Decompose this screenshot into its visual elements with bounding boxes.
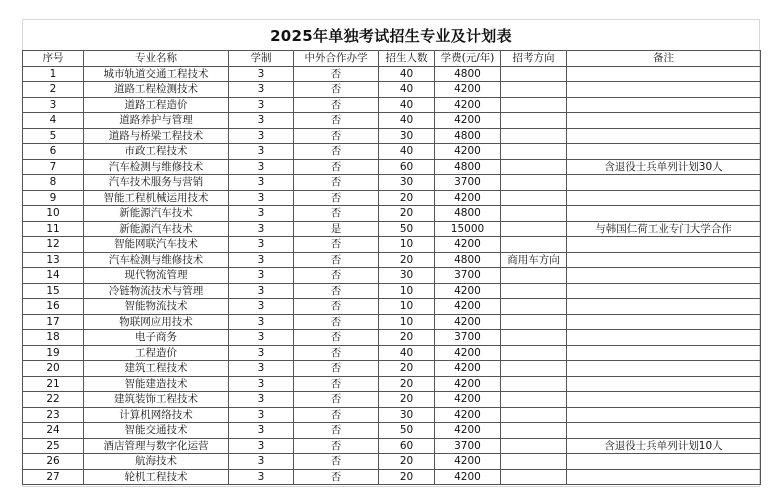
cell-remarks xyxy=(567,283,761,299)
cell-cooperation: 否 xyxy=(294,268,379,284)
cell-cooperation: 否 xyxy=(294,299,379,315)
cell-index: 20 xyxy=(23,361,84,377)
cell-remarks xyxy=(567,252,761,268)
cell-tuition: 4800 xyxy=(435,252,501,268)
table-row xyxy=(23,113,761,129)
cell-enrollment: 40 xyxy=(379,345,435,361)
cell-tuition: 4200 xyxy=(435,144,501,160)
cell-remarks xyxy=(567,345,761,361)
cell-index: 19 xyxy=(23,345,84,361)
cell-remarks: 含退役士兵单列计划30人 xyxy=(567,159,761,175)
cell-tuition: 4200 xyxy=(435,454,501,470)
cell-index: 11 xyxy=(23,221,84,237)
table-header-row xyxy=(23,51,761,67)
table-row xyxy=(23,97,761,113)
cell-duration: 3 xyxy=(229,345,294,361)
cell-remarks xyxy=(567,128,761,144)
cell-cooperation: 否 xyxy=(294,438,379,454)
cell-major-name: 汽车检测与维修技术 xyxy=(84,159,229,175)
table-row xyxy=(23,314,761,330)
cell-direction xyxy=(501,175,567,191)
cell-remarks xyxy=(567,206,761,222)
cell-index: 23 xyxy=(23,407,84,423)
cell-tuition: 4200 xyxy=(435,113,501,129)
cell-cooperation: 否 xyxy=(294,392,379,408)
cell-remarks xyxy=(567,330,761,346)
cell-enrollment: 10 xyxy=(379,299,435,315)
table-row xyxy=(23,330,761,346)
cell-enrollment: 30 xyxy=(379,268,435,284)
cell-remarks xyxy=(567,423,761,439)
cell-direction xyxy=(501,407,567,423)
cell-remarks xyxy=(567,113,761,129)
table-row xyxy=(23,299,761,315)
cell-enrollment: 30 xyxy=(379,407,435,423)
cell-remarks xyxy=(567,190,761,206)
cell-duration: 3 xyxy=(229,221,294,237)
cell-cooperation: 否 xyxy=(294,345,379,361)
cell-tuition: 4800 xyxy=(435,159,501,175)
cell-duration: 3 xyxy=(229,423,294,439)
cell-direction xyxy=(501,128,567,144)
cell-tuition: 4200 xyxy=(435,345,501,361)
cell-direction xyxy=(501,206,567,222)
cell-major-name: 智能物流技术 xyxy=(84,299,229,315)
cell-direction xyxy=(501,66,567,82)
table-row xyxy=(23,144,761,160)
cell-direction xyxy=(501,361,567,377)
table-row xyxy=(23,407,761,423)
cell-enrollment: 20 xyxy=(379,190,435,206)
cell-cooperation: 否 xyxy=(294,454,379,470)
cell-direction xyxy=(501,469,567,485)
cell-cooperation: 否 xyxy=(294,252,379,268)
header-cooperation: 中外合作办学 xyxy=(294,51,379,67)
cell-major-name: 新能源汽车技术 xyxy=(84,221,229,237)
cell-direction xyxy=(501,113,567,129)
cell-direction xyxy=(501,454,567,470)
cell-duration: 3 xyxy=(229,392,294,408)
cell-major-name: 建筑工程技术 xyxy=(84,361,229,377)
cell-direction xyxy=(501,82,567,98)
cell-tuition: 4200 xyxy=(435,97,501,113)
cell-tuition: 4800 xyxy=(435,66,501,82)
cell-index: 6 xyxy=(23,144,84,160)
cell-enrollment: 20 xyxy=(379,454,435,470)
cell-enrollment: 40 xyxy=(379,97,435,113)
cell-index: 27 xyxy=(23,469,84,485)
cell-tuition: 4200 xyxy=(435,314,501,330)
cell-index: 14 xyxy=(23,268,84,284)
cell-major-name: 道路工程造价 xyxy=(84,97,229,113)
cell-enrollment: 10 xyxy=(379,314,435,330)
cell-direction xyxy=(501,144,567,160)
cell-remarks xyxy=(567,97,761,113)
cell-remarks xyxy=(567,407,761,423)
cell-enrollment: 20 xyxy=(379,330,435,346)
table-row xyxy=(23,283,761,299)
cell-cooperation: 否 xyxy=(294,361,379,377)
cell-enrollment: 20 xyxy=(379,469,435,485)
cell-index: 26 xyxy=(23,454,84,470)
cell-index: 17 xyxy=(23,314,84,330)
cell-enrollment: 40 xyxy=(379,144,435,160)
cell-enrollment: 20 xyxy=(379,206,435,222)
cell-tuition: 4200 xyxy=(435,237,501,253)
cell-duration: 3 xyxy=(229,299,294,315)
cell-duration: 3 xyxy=(229,206,294,222)
cell-direction xyxy=(501,268,567,284)
header-remarks: 备注 xyxy=(567,51,761,67)
cell-major-name: 航海技术 xyxy=(84,454,229,470)
cell-tuition: 3700 xyxy=(435,438,501,454)
cell-remarks xyxy=(567,82,761,98)
cell-cooperation: 否 xyxy=(294,97,379,113)
cell-major-name: 道路养护与管理 xyxy=(84,113,229,129)
cell-direction xyxy=(501,438,567,454)
cell-remarks xyxy=(567,361,761,377)
cell-index: 18 xyxy=(23,330,84,346)
cell-duration: 3 xyxy=(229,314,294,330)
cell-index: 13 xyxy=(23,252,84,268)
cell-index: 8 xyxy=(23,175,84,191)
cell-major-name: 道路与桥梁工程技术 xyxy=(84,128,229,144)
cell-duration: 3 xyxy=(229,283,294,299)
cell-cooperation: 否 xyxy=(294,66,379,82)
cell-cooperation: 否 xyxy=(294,175,379,191)
cell-direction xyxy=(501,190,567,206)
cell-major-name: 新能源汽车技术 xyxy=(84,206,229,222)
cell-duration: 3 xyxy=(229,97,294,113)
cell-cooperation: 否 xyxy=(294,330,379,346)
cell-remarks xyxy=(567,144,761,160)
table-row xyxy=(23,175,761,191)
table-row xyxy=(23,423,761,439)
cell-duration: 3 xyxy=(229,144,294,160)
table-row xyxy=(23,237,761,253)
cell-index: 24 xyxy=(23,423,84,439)
cell-duration: 3 xyxy=(229,268,294,284)
cell-duration: 3 xyxy=(229,128,294,144)
table-row xyxy=(23,82,761,98)
table-row xyxy=(23,376,761,392)
cell-duration: 3 xyxy=(229,252,294,268)
page-title: 2025年单独考试招生专业及计划表 xyxy=(270,27,512,45)
cell-cooperation: 否 xyxy=(294,113,379,129)
header-index: 序号 xyxy=(23,51,84,67)
cell-duration: 3 xyxy=(229,159,294,175)
cell-cooperation: 否 xyxy=(294,190,379,206)
cell-tuition: 4200 xyxy=(435,407,501,423)
cell-index: 2 xyxy=(23,82,84,98)
cell-duration: 3 xyxy=(229,438,294,454)
cell-duration: 3 xyxy=(229,469,294,485)
cell-duration: 3 xyxy=(229,407,294,423)
cell-tuition: 4200 xyxy=(435,392,501,408)
cell-remarks xyxy=(567,392,761,408)
cell-tuition: 3700 xyxy=(435,330,501,346)
cell-major-name: 物联网应用技术 xyxy=(84,314,229,330)
table-row xyxy=(23,190,761,206)
header-duration: 学制 xyxy=(229,51,294,67)
cell-major-name: 智能网联汽车技术 xyxy=(84,237,229,253)
cell-enrollment: 20 xyxy=(379,361,435,377)
table-row xyxy=(23,345,761,361)
cell-enrollment: 20 xyxy=(379,252,435,268)
cell-enrollment: 10 xyxy=(379,237,435,253)
cell-index: 16 xyxy=(23,299,84,315)
cell-cooperation: 否 xyxy=(294,159,379,175)
cell-enrollment: 40 xyxy=(379,66,435,82)
cell-enrollment: 60 xyxy=(379,159,435,175)
cell-direction xyxy=(501,283,567,299)
cell-duration: 3 xyxy=(229,330,294,346)
cell-major-name: 道路工程检测技术 xyxy=(84,82,229,98)
cell-direction xyxy=(501,392,567,408)
cell-direction xyxy=(501,376,567,392)
cell-tuition: 4200 xyxy=(435,82,501,98)
cell-remarks xyxy=(567,469,761,485)
cell-enrollment: 40 xyxy=(379,82,435,98)
cell-direction: 商用车方向 xyxy=(501,252,567,268)
cell-remarks xyxy=(567,268,761,284)
cell-remarks xyxy=(567,376,761,392)
cell-remarks xyxy=(567,314,761,330)
cell-direction xyxy=(501,345,567,361)
cell-direction xyxy=(501,330,567,346)
cell-cooperation: 否 xyxy=(294,423,379,439)
header-enrollment: 招生人数 xyxy=(379,51,435,67)
cell-enrollment: 60 xyxy=(379,438,435,454)
cell-direction xyxy=(501,423,567,439)
cell-cooperation: 否 xyxy=(294,314,379,330)
cell-direction xyxy=(501,237,567,253)
cell-major-name: 冷链物流技术与管理 xyxy=(84,283,229,299)
table-row xyxy=(23,392,761,408)
cell-tuition: 4200 xyxy=(435,283,501,299)
cell-duration: 3 xyxy=(229,66,294,82)
cell-index: 10 xyxy=(23,206,84,222)
table-row xyxy=(23,438,761,454)
cell-duration: 3 xyxy=(229,361,294,377)
cell-remarks xyxy=(567,237,761,253)
cell-index: 3 xyxy=(23,97,84,113)
cell-remarks xyxy=(567,175,761,191)
cell-major-name: 计算机网络技术 xyxy=(84,407,229,423)
table-row xyxy=(23,128,761,144)
cell-enrollment: 30 xyxy=(379,128,435,144)
table-row xyxy=(23,454,761,470)
cell-remarks: 含退役士兵单列计划10人 xyxy=(567,438,761,454)
cell-tuition: 15000 xyxy=(435,221,501,237)
table-row xyxy=(23,206,761,222)
cell-tuition: 4800 xyxy=(435,206,501,222)
cell-cooperation: 否 xyxy=(294,237,379,253)
cell-cooperation: 否 xyxy=(294,283,379,299)
cell-major-name: 建筑装饰工程技术 xyxy=(84,392,229,408)
cell-remarks: 与韩国仁荷工业专门大学合作 xyxy=(567,221,761,237)
cell-major-name: 汽车技术服务与营销 xyxy=(84,175,229,191)
cell-major-name: 汽车检测与维修技术 xyxy=(84,252,229,268)
cell-duration: 3 xyxy=(229,376,294,392)
cell-tuition: 4200 xyxy=(435,361,501,377)
table-body xyxy=(23,66,761,485)
cell-direction xyxy=(501,299,567,315)
cell-tuition: 3700 xyxy=(435,268,501,284)
cell-major-name: 酒店管理与数字化运营 xyxy=(84,438,229,454)
header-direction: 招考方向 xyxy=(501,51,567,67)
cell-enrollment: 20 xyxy=(379,376,435,392)
cell-duration: 3 xyxy=(229,454,294,470)
cell-duration: 3 xyxy=(229,113,294,129)
table-row xyxy=(23,361,761,377)
cell-index: 25 xyxy=(23,438,84,454)
cell-cooperation: 否 xyxy=(294,469,379,485)
cell-index: 1 xyxy=(23,66,84,82)
cell-major-name: 轮机工程技术 xyxy=(84,469,229,485)
cell-duration: 3 xyxy=(229,175,294,191)
cell-tuition: 4800 xyxy=(435,128,501,144)
table-row xyxy=(23,221,761,237)
cell-major-name: 城市轨道交通工程技术 xyxy=(84,66,229,82)
cell-cooperation: 否 xyxy=(294,407,379,423)
cell-major-name: 智能交通技术 xyxy=(84,423,229,439)
cell-index: 9 xyxy=(23,190,84,206)
cell-direction xyxy=(501,97,567,113)
cell-major-name: 工程造价 xyxy=(84,345,229,361)
cell-tuition: 4200 xyxy=(435,376,501,392)
cell-major-name: 智能建造技术 xyxy=(84,376,229,392)
cell-enrollment: 20 xyxy=(379,392,435,408)
table-row xyxy=(23,159,761,175)
cell-duration: 3 xyxy=(229,190,294,206)
cell-cooperation: 是 xyxy=(294,221,379,237)
cell-enrollment: 10 xyxy=(379,283,435,299)
cell-duration: 3 xyxy=(229,237,294,253)
cell-direction xyxy=(501,314,567,330)
cell-major-name: 市政工程技术 xyxy=(84,144,229,160)
table-row xyxy=(23,252,761,268)
cell-cooperation: 否 xyxy=(294,206,379,222)
table-row xyxy=(23,66,761,82)
table-row xyxy=(23,268,761,284)
cell-direction xyxy=(501,221,567,237)
cell-tuition: 4200 xyxy=(435,190,501,206)
cell-enrollment: 50 xyxy=(379,423,435,439)
cell-enrollment: 50 xyxy=(379,221,435,237)
cell-duration: 3 xyxy=(229,82,294,98)
cell-major-name: 智能工程机械运用技术 xyxy=(84,190,229,206)
cell-index: 4 xyxy=(23,113,84,129)
cell-tuition: 4200 xyxy=(435,299,501,315)
cell-direction xyxy=(501,159,567,175)
cell-major-name: 现代物流管理 xyxy=(84,268,229,284)
cell-remarks xyxy=(567,454,761,470)
cell-major-name: 电子商务 xyxy=(84,330,229,346)
cell-index: 15 xyxy=(23,283,84,299)
cell-enrollment: 40 xyxy=(379,113,435,129)
cell-remarks xyxy=(567,66,761,82)
cell-remarks xyxy=(567,299,761,315)
cell-index: 5 xyxy=(23,128,84,144)
cell-index: 12 xyxy=(23,237,84,253)
cell-tuition: 3700 xyxy=(435,175,501,191)
cell-cooperation: 否 xyxy=(294,82,379,98)
cell-cooperation: 否 xyxy=(294,376,379,392)
cell-index: 22 xyxy=(23,392,84,408)
cell-cooperation: 否 xyxy=(294,144,379,160)
cell-enrollment: 30 xyxy=(379,175,435,191)
cell-cooperation: 否 xyxy=(294,128,379,144)
table-row xyxy=(23,469,761,485)
header-major-name: 专业名称 xyxy=(84,51,229,67)
cell-index: 21 xyxy=(23,376,84,392)
enrollment-plan-table xyxy=(22,50,761,485)
cell-tuition: 4200 xyxy=(435,423,501,439)
cell-tuition: 4200 xyxy=(435,469,501,485)
cell-index: 7 xyxy=(23,159,84,175)
header-tuition: 学费(元/年) xyxy=(435,51,501,67)
